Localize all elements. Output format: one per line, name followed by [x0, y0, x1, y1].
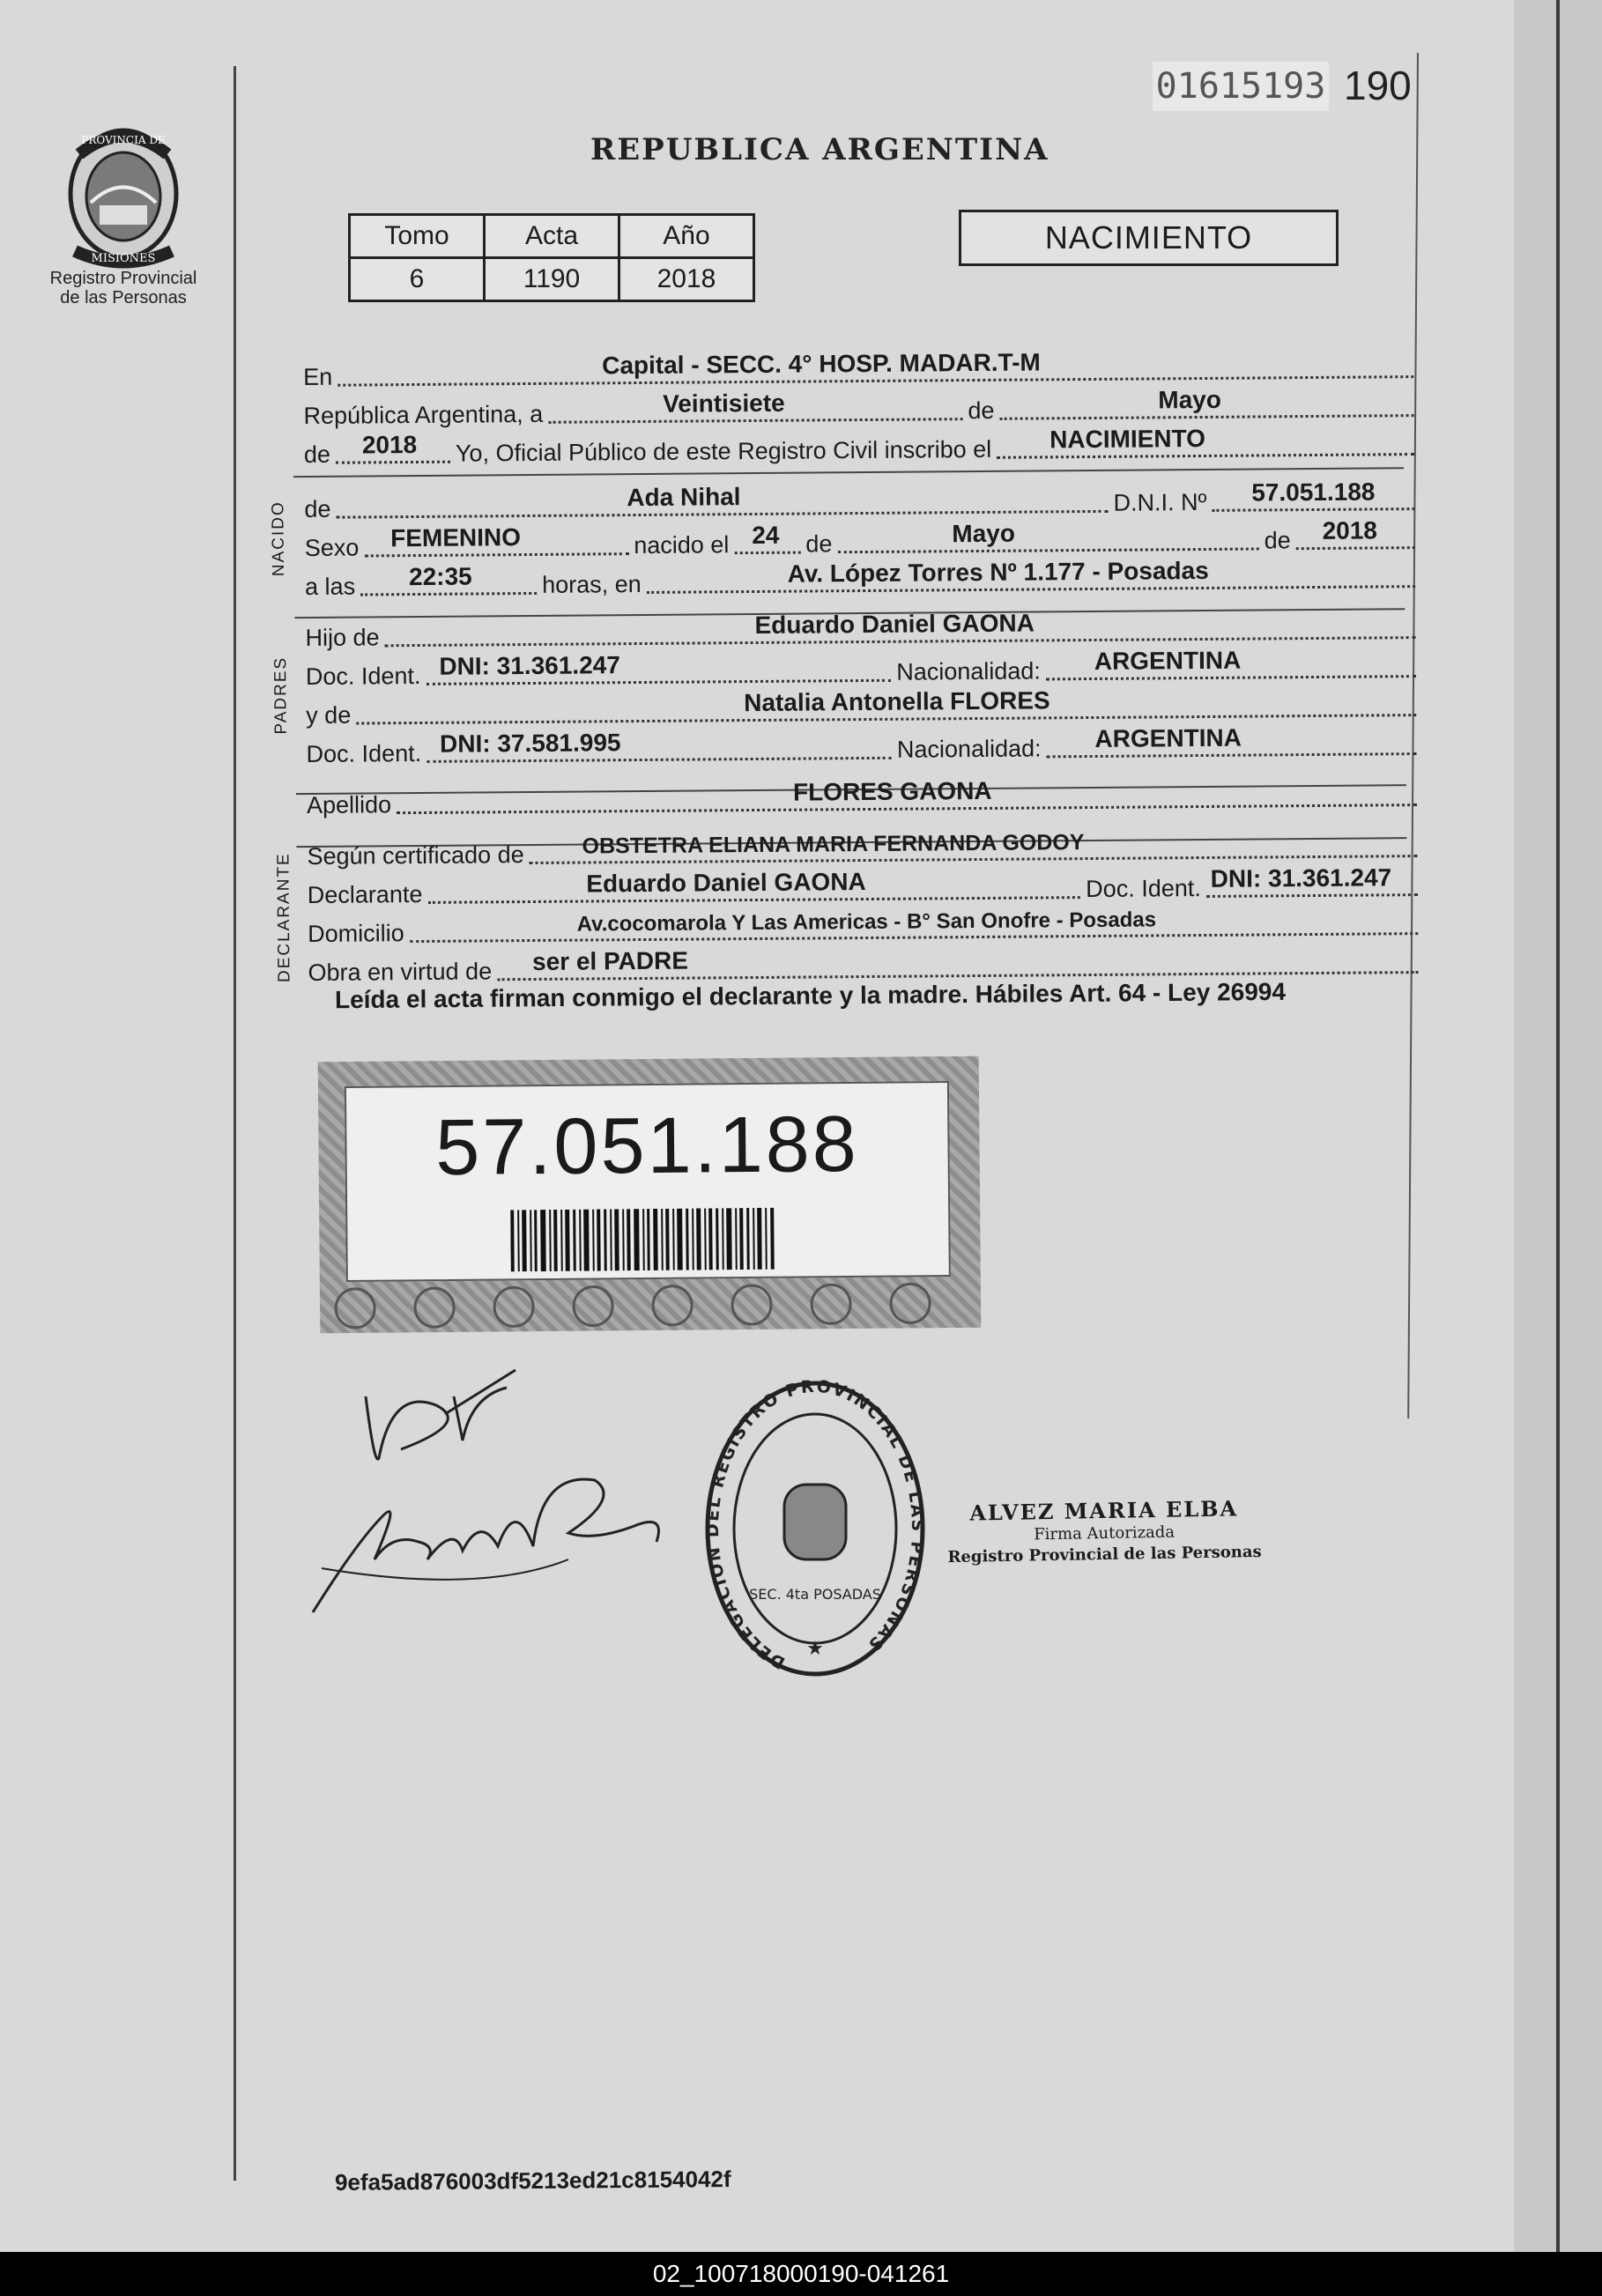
- label-father-doc: Doc. Ident.: [305, 662, 421, 690]
- province-seal-icon: [57, 119, 189, 269]
- dni-sticker-number: 57.051.188: [434, 1100, 860, 1193]
- closing-text: Leída el acta firman conmigo el declarante y la madre. Hábiles Art. 64 - Ley 26994: [334, 977, 1287, 1014]
- declarante-side-label: DECLARANTE: [274, 852, 294, 983]
- value-sexo: FEMENINO: [390, 523, 522, 552]
- value-day: Veintisiete: [663, 389, 785, 418]
- official-office: Registro Provincial de las Personas: [947, 1542, 1262, 1567]
- label-decl-doc: Doc. Ident.: [1086, 875, 1201, 903]
- label-hijo-de: Hijo de: [305, 624, 380, 651]
- initials-signature-icon: [339, 1361, 533, 1476]
- label-de-nombre: de: [304, 495, 331, 522]
- value-mother-nat: ARGENTINA: [1094, 723, 1242, 752]
- declarant-signature-icon: [304, 1463, 674, 1630]
- country-title: REPUBLICA ARGENTINA: [590, 132, 1049, 167]
- value-obra: ser el PADRE: [531, 946, 689, 975]
- label-sexo: Sexo: [304, 534, 360, 561]
- acta-value: 1190: [485, 258, 619, 301]
- page-number: 190: [1344, 63, 1412, 108]
- label-obra: Obra en virtud de: [308, 958, 493, 986]
- label-horas-en: horas, en: [542, 570, 642, 598]
- value-decl-doc: DNI: 31.361.247: [1210, 863, 1392, 892]
- svg-text:PROVINCIA DE: PROVINCIA DE: [81, 134, 166, 146]
- svg-text:SEC. 4ta POSADAS: SEC. 4ta POSADAS: [749, 1586, 881, 1603]
- acta-header: Acta: [485, 215, 619, 258]
- document-hash: 9efa5ad876003df5213ed21c8154042f: [334, 2166, 731, 2196]
- official-title: Firma Autorizada: [1034, 1522, 1176, 1544]
- value-month: Mayo: [1158, 385, 1222, 414]
- label-mother-doc: Doc. Ident.: [306, 739, 422, 767]
- official-name: ALVEZ MARIA ELBA: [969, 1495, 1239, 1526]
- value-child-name: Ada Nihal: [627, 483, 741, 512]
- value-mother-name: Natalia Antonella FLORES: [744, 686, 1050, 717]
- next-page-edge: [1514, 0, 1602, 2252]
- section-rule: [293, 467, 1404, 478]
- label-de2: de: [303, 441, 331, 468]
- official-stamp: [946, 1495, 1262, 1568]
- padres-side-label: PADRES: [271, 655, 291, 735]
- registry-logo: [44, 119, 203, 307]
- anio-header: Año: [619, 215, 754, 258]
- value-child-dni: 57.051.188: [1251, 478, 1376, 507]
- value-birth-place: Av. López Torres Nº 1.177 - Posadas: [787, 556, 1209, 588]
- value-birth-day: 24: [752, 521, 780, 550]
- value-inscribe: NACIMIENTO: [1049, 424, 1206, 454]
- record-type-box: NACIMIENTO: [959, 210, 1339, 266]
- sticker-watermark-icon: [320, 1277, 981, 1334]
- folio-number: 01615193: [1153, 62, 1329, 111]
- barcode-icon: [510, 1208, 775, 1272]
- tomo-value: 6: [350, 258, 485, 301]
- row-apellido: [307, 772, 1417, 819]
- record-body: [269, 344, 1419, 987]
- label-a-las: a las: [304, 573, 356, 600]
- label-en: En: [303, 363, 333, 390]
- svg-text:★: ★: [806, 1637, 824, 1659]
- value-birth-time: 22:35: [408, 562, 472, 591]
- value-father-doc: DNI: 31.361.247: [439, 651, 620, 680]
- value-domicilio: Av.cocomarola Y Las Americas - B° San Onofre - Posadas: [576, 907, 1157, 937]
- label-de-anio: de: [1264, 527, 1291, 554]
- value-location: Capital - SECC. 4° HOSP. MADAR.T-M: [602, 348, 1041, 380]
- label-republica: República Argentina, a: [303, 400, 544, 429]
- label-de: de: [968, 396, 995, 425]
- value-mother-doc: DNI: 37.581.995: [439, 729, 621, 758]
- row-hora: [305, 553, 1415, 601]
- registry-table: [348, 213, 755, 302]
- value-declarante: Eduardo Daniel GAONA: [586, 868, 866, 898]
- label-de-mes: de: [805, 530, 833, 558]
- label-father-nat: Nacionalidad:: [896, 657, 1041, 685]
- tomo-header: Tomo: [350, 215, 485, 258]
- svg-text:MISIONES: MISIONES: [91, 252, 156, 265]
- row-madre-doc: [306, 721, 1416, 768]
- value-year: 2018: [361, 430, 418, 459]
- value-certificado: OBSTETRA ELIANA MARIA FERNANDA GODOY: [582, 830, 1085, 859]
- value-birth-year: 2018: [1322, 516, 1378, 544]
- dni-sticker: [318, 1056, 982, 1334]
- officer-text: Yo, Oficial Público de este Registro Civil inscribo el: [455, 435, 992, 467]
- footer-id-bar: 02_100718000190-041261: [0, 2252, 1602, 2296]
- registry-stamp: [701, 1374, 930, 1687]
- label-dni: D.N.I. Nº: [1113, 488, 1207, 516]
- margin-rule: [234, 66, 236, 2181]
- label-y-de: y de: [306, 701, 352, 729]
- value-birth-month: Mayo: [952, 519, 1016, 548]
- registry-stamp-icon: [701, 1374, 930, 1683]
- label-nacido-el: nacido el: [634, 531, 730, 559]
- label-domicilio: Domicilio: [308, 920, 404, 947]
- anio-value: 2018: [619, 258, 754, 301]
- label-declarante: Declarante: [307, 880, 423, 908]
- nacido-side-label: NACIDO: [269, 500, 288, 577]
- label-apellido: Apellido: [306, 791, 392, 818]
- value-father-name: Eduardo Daniel GAONA: [754, 609, 1035, 639]
- label-certificado: Según certificado de: [307, 841, 524, 870]
- logo-caption-1: Registro Provincial: [49, 269, 197, 288]
- label-mother-nat: Nacionalidad:: [896, 735, 1042, 763]
- row-year: [304, 421, 1414, 469]
- value-apellido: FLORES GAONA: [792, 776, 992, 806]
- value-father-nat: ARGENTINA: [1094, 646, 1242, 675]
- svg-text:DELEGACION DEL REGISTRO PROVIN: DELEGACION DEL REGISTRO PROVINCIAL DE LAS PERSONAS: [703, 1376, 928, 1673]
- logo-caption-2: de las Personas: [60, 288, 187, 307]
